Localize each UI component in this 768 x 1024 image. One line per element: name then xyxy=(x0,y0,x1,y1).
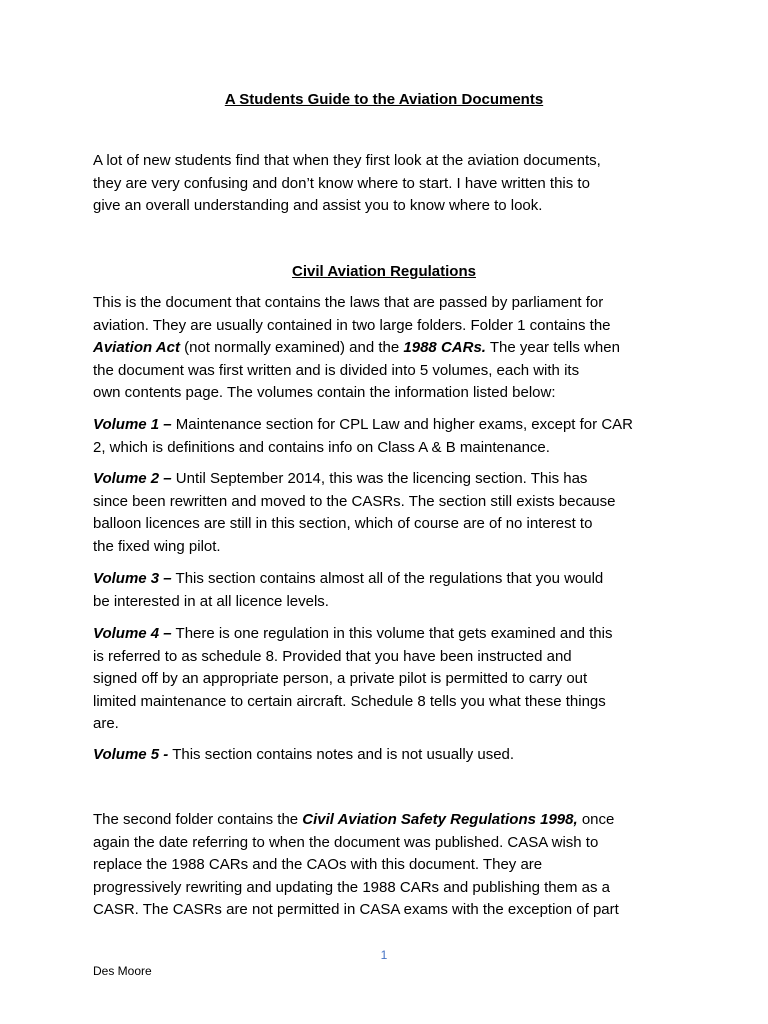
intro-line: give an overall understanding and assist you to know where to look. xyxy=(93,197,543,214)
volume-4-paragraph xyxy=(93,623,678,736)
volume-label: Volume 1 – xyxy=(93,416,172,433)
volume-1-paragraph xyxy=(93,414,678,459)
paragraph-line: limited maintenance to certain aircraft. Schedule 8 tells you what these things xyxy=(93,692,606,710)
volume-label: Volume 3 – xyxy=(93,570,172,587)
paragraph-line xyxy=(93,623,678,646)
paragraph-text: The second folder contains the xyxy=(93,811,303,828)
paragraph-line: are. xyxy=(93,715,119,732)
paragraph-text: This section contains almost all of the regulations that you would xyxy=(171,570,604,587)
paragraph-line: aviation. They are usually contained in two large folders. Folder 1 contains the xyxy=(93,316,611,334)
paragraph-line: This is the document that contains the laws that are passed by parliament for xyxy=(93,294,604,311)
volume-3-paragraph xyxy=(93,568,678,613)
paragraph-text: (not normally examined) and the xyxy=(179,339,404,356)
paragraph-line: the document was first written and is divided into 5 volumes, each with its xyxy=(93,361,580,379)
paragraph-text: Until September 2014, this was the licencing section. This has xyxy=(171,470,588,487)
intro-line: they are very confusing and don’t know where to start. I have written this to xyxy=(93,174,590,192)
paragraph-text: once xyxy=(577,811,615,828)
volume-label: Volume 5 - xyxy=(93,746,169,763)
cars-1988-term: 1988 CARs. xyxy=(403,339,486,356)
footer-author: Des Moore xyxy=(93,964,152,978)
paragraph-text: This section contains notes and is not usually used. xyxy=(168,746,515,763)
paragraph-line: the fixed wing pilot. xyxy=(93,537,221,555)
second-folder-paragraph xyxy=(93,809,678,922)
paragraph-text: There is one regulation in this volume that gets examined and this xyxy=(171,625,613,642)
paragraph-line: 2, which is definitions and contains info on Class A & B maintenance. xyxy=(93,438,550,456)
paragraph-line: replace the 1988 CARs and the CAOs with this document. They are xyxy=(93,856,543,873)
paragraph-line: balloon licences are still in this section, which of course are of no interest to xyxy=(93,515,593,532)
page-number: 1 xyxy=(380,948,388,962)
paragraph-line xyxy=(93,744,678,767)
paragraph-line xyxy=(93,337,678,360)
casr-1998-term: Civil Aviation Safety Regulations 1998, xyxy=(302,811,578,828)
paragraph-line xyxy=(93,809,678,832)
paragraph-line: CASR. The CASRs are not permitted in CASA exams with the exception of part xyxy=(93,901,619,918)
paragraph-text: Maintenance section for CPL Law and higher exams, except for CAR xyxy=(171,416,633,433)
paragraph-line: is referred to as schedule 8. Provided that you have been instructed and xyxy=(93,647,572,665)
volume-label: Volume 4 – xyxy=(93,625,172,642)
intro-paragraph xyxy=(93,150,678,218)
regulations-paragraph xyxy=(93,292,678,405)
intro-line: A lot of new students find that when they first look at the aviation documents, xyxy=(93,152,601,169)
paragraph-line xyxy=(93,568,678,591)
paragraph-line xyxy=(93,414,678,437)
paragraph-line: since been rewritten and moved to the CASRs. The section still exists because xyxy=(93,492,616,510)
paragraph-line: be interested in at all licence levels. xyxy=(93,592,329,610)
volume-label: Volume 2 – xyxy=(93,470,172,487)
section-heading: Civil Aviation Regulations xyxy=(292,263,476,280)
paragraph-line: again the date referring to when the document was published. CASA wish to xyxy=(93,833,599,851)
document-title: A Students Guide to the Aviation Documents xyxy=(224,91,544,108)
paragraph-line xyxy=(93,468,678,491)
paragraph-line: progressively rewriting and updating the 1988 CARs and publishing them as a xyxy=(93,878,610,896)
paragraph-line: own contents page. The volumes contain the information listed below: xyxy=(93,384,556,401)
aviation-act-term: Aviation Act xyxy=(93,339,180,356)
paragraph-text: The year tells when xyxy=(485,339,620,356)
volume-5-paragraph xyxy=(93,744,678,767)
paragraph-line: signed off by an appropriate person, a private pilot is permitted to carry out xyxy=(93,670,588,687)
volume-2-paragraph xyxy=(93,468,678,558)
